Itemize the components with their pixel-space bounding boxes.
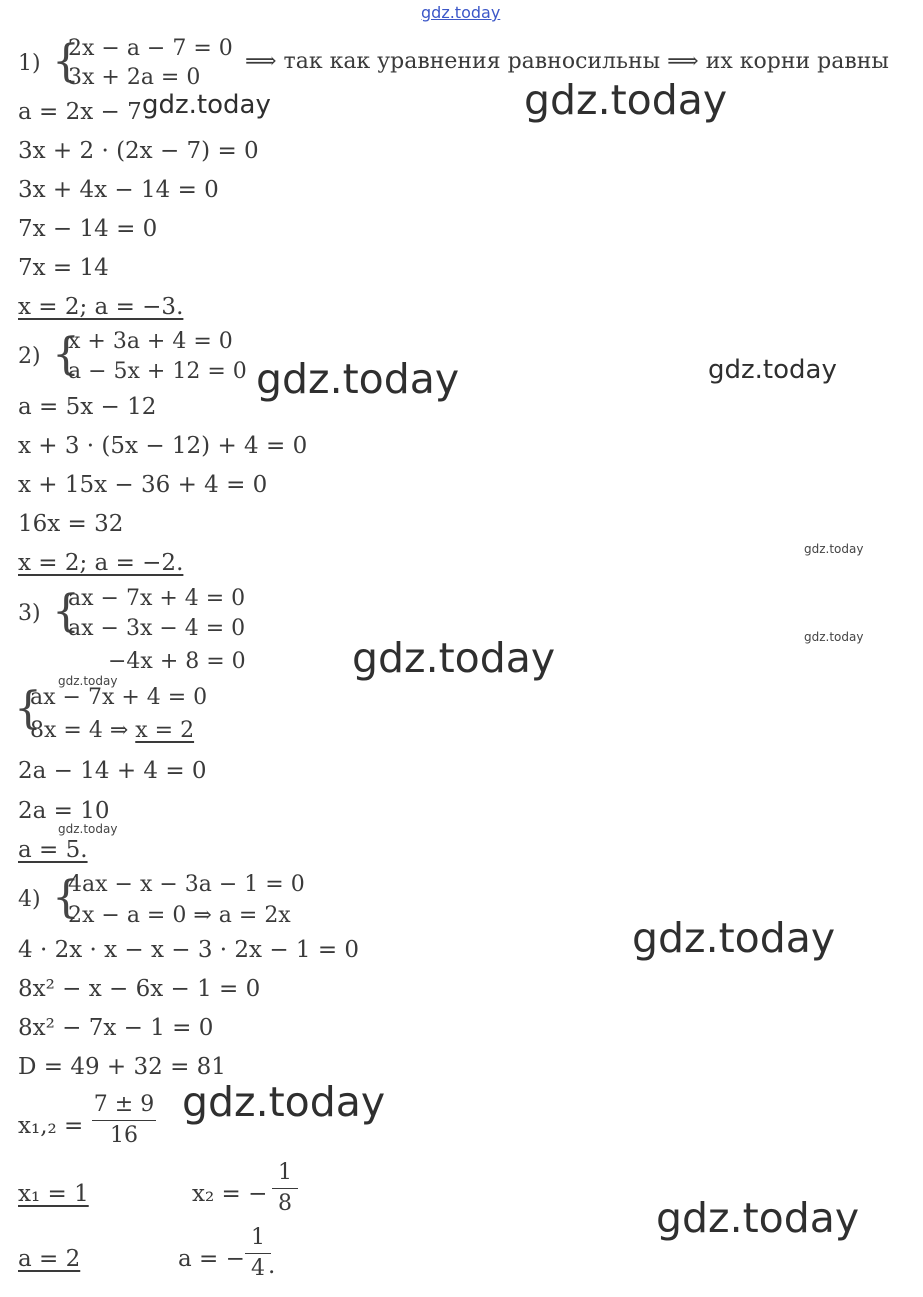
watermark: gdz.today bbox=[804, 630, 864, 644]
root-x1: x₁ = 1 bbox=[18, 1181, 89, 1207]
watermark: gdz.today bbox=[352, 634, 556, 682]
watermark: gdz.today bbox=[524, 76, 728, 124]
roots-formula-label: x₁,₂ = bbox=[18, 1113, 84, 1139]
problem-3-answer: a = 5. bbox=[18, 837, 88, 863]
root-x2-fraction bbox=[272, 1160, 298, 1217]
system-brace: { bbox=[52, 36, 80, 87]
system-brace: { bbox=[52, 872, 80, 923]
math-line: D = 49 + 32 = 81 bbox=[18, 1054, 226, 1080]
math-line: x + 15x − 36 + 4 = 0 bbox=[18, 472, 268, 498]
watermark: gdz.today bbox=[58, 822, 118, 836]
subtraction-result: −4x + 8 = 0 bbox=[108, 649, 246, 674]
math-line: a = 5x − 12 bbox=[18, 394, 157, 420]
system-eq: 4ax − x − 3a − 1 = 0 bbox=[68, 872, 305, 897]
problem-1-number: 1) bbox=[18, 51, 41, 76]
system-eq: 3x + 2a = 0 bbox=[68, 65, 201, 90]
fraction-numerator: 1 bbox=[278, 1160, 292, 1185]
top-watermark[interactable]: gdz.today bbox=[421, 3, 501, 22]
math-line: 8x² − x − 6x − 1 = 0 bbox=[18, 976, 261, 1002]
problem-3-number: 3) bbox=[18, 601, 41, 626]
math-line: 16x = 32 bbox=[18, 511, 124, 537]
watermark: gdz.today bbox=[804, 542, 864, 556]
roots-fraction bbox=[92, 1092, 156, 1149]
problem-1-answer: x = 2; a = −3. bbox=[18, 294, 184, 320]
math-line: a = 2x − 7 bbox=[18, 99, 142, 125]
math-line: 4 · 2x · x − x − 3 · 2x − 1 = 0 bbox=[18, 937, 360, 963]
fraction-denominator: 4 bbox=[251, 1256, 265, 1281]
root-x2-label: x₂ = − bbox=[192, 1181, 268, 1207]
fraction-denominator: 8 bbox=[278, 1191, 292, 1216]
math-line: 2a = 10 bbox=[18, 798, 110, 824]
system-eq: ax − 3x − 4 = 0 bbox=[68, 616, 246, 641]
math-line: x + 3 · (5x − 12) + 4 = 0 bbox=[18, 433, 308, 459]
fraction-numerator: 7 ± 9 bbox=[93, 1092, 155, 1117]
a-value-2-label: a = − bbox=[178, 1246, 245, 1272]
system-eq-text: 8x = 4 ⇒ bbox=[30, 718, 136, 743]
x-value-underlined: x = 2 bbox=[135, 718, 195, 743]
system-eq: 2x − a = 0 ⇒ a = 2x bbox=[68, 903, 291, 928]
math-line: 7x = 14 bbox=[18, 255, 109, 281]
fraction-bar bbox=[92, 1120, 156, 1121]
a-value-2-tail: . bbox=[268, 1253, 276, 1279]
system-brace: { bbox=[14, 683, 42, 734]
system-eq: a − 5x + 12 = 0 bbox=[68, 359, 247, 384]
math-line: 2a − 14 + 4 = 0 bbox=[18, 758, 207, 784]
watermark: gdz.today bbox=[182, 1078, 386, 1126]
problem-2-answer: x = 2; a = −2. bbox=[18, 550, 184, 576]
fraction-denominator: 16 bbox=[110, 1123, 138, 1148]
watermark: gdz.today bbox=[708, 355, 837, 385]
problem-1-note: ⟹ так как уравнения равносильны ⟹ их корни равны bbox=[245, 49, 889, 74]
system-eq: ax − 7x + 4 = 0 bbox=[30, 685, 208, 710]
fraction-numerator: 1 bbox=[251, 1225, 265, 1250]
system-eq: 2x − a − 7 = 0 bbox=[68, 36, 233, 61]
system-eq: x + 3a + 4 = 0 bbox=[68, 329, 233, 354]
math-line: 8x² − 7x − 1 = 0 bbox=[18, 1015, 214, 1041]
watermark: gdz.today bbox=[58, 674, 118, 688]
system-brace: { bbox=[52, 329, 80, 380]
math-line: 3x + 4x − 14 = 0 bbox=[18, 177, 219, 203]
watermark: gdz.today bbox=[142, 90, 271, 120]
watermark: gdz.today bbox=[632, 914, 836, 962]
fraction-bar bbox=[272, 1188, 298, 1189]
problem-2-number: 2) bbox=[18, 344, 41, 369]
watermark: gdz.today bbox=[256, 355, 460, 403]
system-eq bbox=[30, 717, 194, 745]
problem-4-number: 4) bbox=[18, 887, 41, 912]
system-brace: { bbox=[52, 586, 80, 637]
math-line: 7x − 14 = 0 bbox=[18, 216, 158, 242]
a-value-1: a = 2 bbox=[18, 1246, 81, 1272]
watermark: gdz.today bbox=[656, 1194, 860, 1242]
math-line: 3x + 2 · (2x − 7) = 0 bbox=[18, 138, 259, 164]
system-eq: ax − 7x + 4 = 0 bbox=[68, 586, 246, 611]
